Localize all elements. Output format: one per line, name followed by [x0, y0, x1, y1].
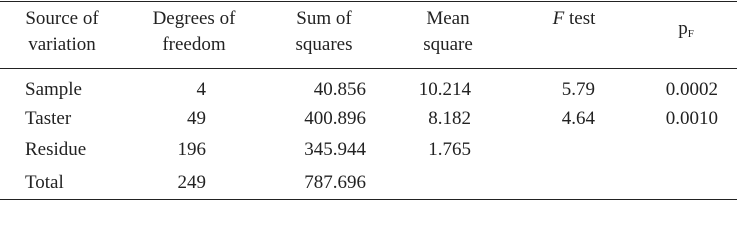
- table-cell-source: Taster: [25, 108, 72, 129]
- header-p-symbol: p: [678, 18, 688, 39]
- top-rule: [0, 1, 737, 2]
- header-ss-line1: Sum of: [296, 8, 352, 29]
- table-cell-f: 4.64: [561, 108, 595, 129]
- table-cell-f: 5.79: [561, 79, 595, 100]
- header-rule: [0, 68, 737, 69]
- table-cell-df: 196: [177, 139, 206, 160]
- header-df: [153, 6, 236, 58]
- header-ss: [296, 6, 353, 58]
- bottom-rule: [0, 199, 737, 200]
- header-ss-line2: squares: [295, 34, 353, 55]
- table-cell-source: Total: [25, 172, 64, 193]
- header-ms-line2: square: [423, 34, 473, 55]
- table-cell-df: 4: [196, 79, 206, 100]
- header-p-subscript: F: [687, 28, 694, 40]
- table-cell-ss: 400.896: [304, 108, 366, 129]
- header-source-line1: Source of: [25, 8, 99, 29]
- table-cell-ms: 8.182: [428, 108, 471, 129]
- table-cell-p: 0.0010: [665, 108, 718, 129]
- table-cell-ss: 40.856: [313, 79, 366, 100]
- table-cell-source: Sample: [25, 79, 82, 100]
- header-p-value: [678, 16, 694, 47]
- header-source: [25, 6, 98, 58]
- header-f-test: [553, 6, 596, 32]
- header-df-line2: freedom: [162, 34, 226, 55]
- header-f-symbol: F: [552, 8, 565, 29]
- table-cell-ss: 787.696: [304, 172, 366, 193]
- table-cell-ms: 10.214: [418, 79, 471, 100]
- header-source-line2: variation: [28, 34, 96, 55]
- header-ms-line1: Mean: [426, 8, 470, 29]
- table-cell-ms: 1.765: [428, 139, 471, 160]
- table-cell-source: Residue: [25, 139, 87, 160]
- table-cell-df: 49: [187, 108, 206, 129]
- table-cell-p: 0.0002: [665, 79, 718, 100]
- header-df-line1: Degrees of: [152, 8, 236, 29]
- header-f-label: test: [564, 8, 596, 29]
- table-cell-df: 249: [177, 172, 206, 193]
- table-cell-ss: 345.944: [304, 139, 366, 160]
- header-ms: [423, 6, 473, 58]
